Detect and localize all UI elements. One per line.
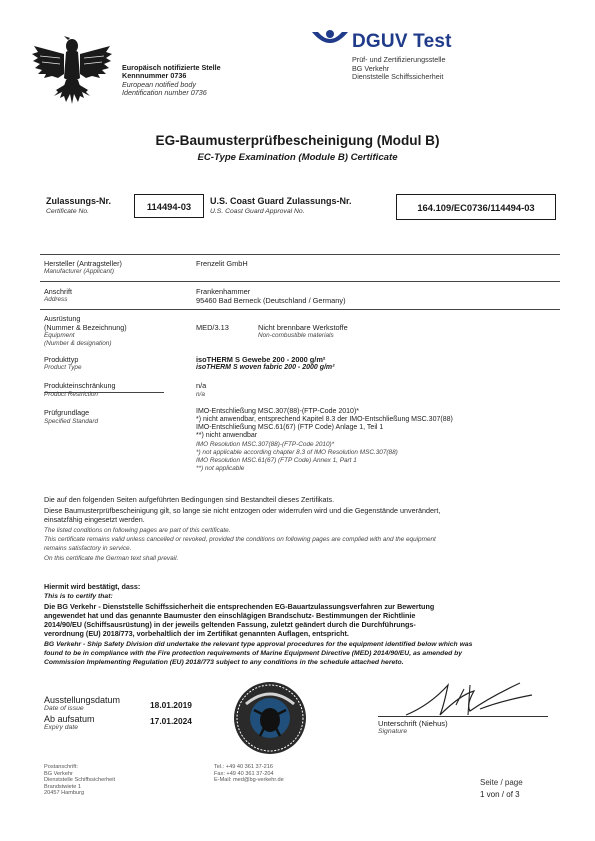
dguv-line2: BG Verkehr: [352, 63, 390, 73]
issue-date-value: 18.01.2019: [150, 700, 192, 710]
standard-label: Prüfgrundlage: [44, 408, 90, 417]
confirm-text: angewendet hat und das genannte Baumuster den einschlägigen Brandschutz- Bestimmungen der Richtlinie: [44, 611, 416, 620]
address-line2: 95460 Bad Berneck (Deutschland / Germany): [196, 296, 346, 305]
standard-line-en: *) not applicable according chapter 8.3 of IMO Resolution MSC.307(88): [196, 449, 398, 456]
standard-line-en: IMO Resolution MSC.61(67) (FTP Code) Annex 1, Part 1: [196, 457, 357, 464]
standard-line: IMO-Entschließung MSC.61(67) (FTP Code) Anlage 1, Teil 1: [196, 424, 384, 431]
cert-no-label-en: Certificate No.: [46, 208, 90, 215]
uscg-no-value: 164.109/EC0736/114494-03: [396, 194, 556, 220]
standard-line-en: IMO Resolution MSC.307(88)-(FTP-Code 2010)*: [196, 441, 335, 448]
official-seal-icon: [232, 680, 308, 756]
confirm-text-en: found to be in compliance with the Fire protection requirements of Marine Equipment Directive (MED) 2014/90/EU, as amended by: [44, 650, 463, 657]
dguv-logo-icon: [310, 28, 350, 52]
cert-no-label: Zulassungs-Nr.: [46, 196, 112, 206]
product-type-label-en: Product Type: [44, 364, 82, 371]
divider: [40, 281, 560, 282]
issue-date-label: Ausstellungsdatum: [44, 695, 121, 705]
document-title: EG-Baumusterprüfbescheinigung (Modul B): [155, 133, 440, 148]
notified-body-de: Europäisch notifizierte Stelle: [122, 63, 221, 72]
condition-en-4: On this certificate the German text shall prevail.: [44, 555, 179, 562]
condition-en-1: The listed conditions on following pages are part of this certificate.: [44, 527, 231, 534]
dguv-line1: Prüf- und Zertifizierungsstelle: [352, 55, 446, 64]
manufacturer-label-en: Manufacturer (Applicant): [44, 268, 114, 275]
dguv-brand: DGUV Test: [352, 31, 452, 52]
address-line1: Frankenhammer: [196, 287, 251, 296]
condition-de-3: einsatzfähig eingesetzt werden.: [44, 515, 145, 524]
address-label-en: Address: [44, 296, 68, 303]
cert-no-value: 114494-03: [134, 194, 204, 218]
divider: [40, 309, 560, 310]
uscg-label: U.S. Coast Guard Zulassungs-Nr.: [210, 196, 352, 206]
expiry-date-value: 17.01.2024: [150, 716, 192, 726]
standard-label-en: Specified Standard: [44, 418, 99, 425]
equipment-label: Ausrüstung: [44, 314, 81, 323]
footer-line: Brandstwiete 1: [44, 783, 82, 790]
footer-line: BG Verkehr: [44, 770, 73, 777]
address-label: Anschrift: [44, 287, 72, 296]
equipment-label-2: (Nummer & Bezeichnung): [44, 323, 127, 332]
condition-de-2: Diese Baumusterprüfbescheinigung gilt, so lange sie nicht entzogen oder widerrufen wird und die Gegenstände unverändert,: [44, 506, 441, 515]
restriction-value-en: n/a: [196, 391, 205, 398]
issue-date-label-en: Date of issue: [44, 705, 84, 712]
id-number-de: Kennnummer 0736: [122, 71, 187, 81]
footer-line: Fax: +49 40 361 37-204: [214, 770, 274, 777]
manufacturer-label: Hersteller (Antragsteller): [44, 259, 122, 268]
dguv-line3: Dienststelle Schiffssicherheit: [352, 72, 444, 82]
condition-en-2: This certificate remains valid unless cancelled or revoked, provided the conditions on following pages are complied with and the equipment: [44, 536, 436, 543]
equipment-desc-en: Non-combustible materials: [258, 332, 334, 339]
condition-de-1: Die auf den folgenden Seiten aufgeführten Bedingungen sind Bestandteil dieses Zertifikats.: [44, 495, 335, 504]
expiry-date-label: Ab aufsatum: [44, 714, 95, 724]
standard-line-en: **) not applicable: [196, 465, 245, 472]
divider: [40, 254, 560, 255]
equipment-desc: Nicht brennbare Werkstoffe: [258, 323, 348, 332]
confirm-heading: Hiermit wird bestätigt, dass:: [44, 582, 141, 591]
footer-line: E-Mail: med@bg-verkehr.de: [214, 777, 284, 784]
expiry-date-label-en: Expiry date: [44, 724, 79, 731]
footer-line: Postanschrift:: [44, 764, 78, 770]
notified-body-en: European notified body: [122, 79, 196, 89]
condition-en-3: remains satisfactory in service.: [44, 545, 132, 552]
equipment-label-en-2: (Number & designation): [44, 340, 112, 347]
standard-line: *) nicht anwendbar, entsprechend Kapitel 8.3 der IMO-Entschließung MSC.307(88): [196, 416, 453, 423]
page-number: 1 von / of 3: [480, 790, 520, 799]
confirm-text: verordnung (EU) 2018/773, vorbehaltlich der im Zertifikat genannten Auflagen, entspricht.: [44, 629, 349, 638]
confirm-text-en: BG Verkehr - Ship Safety Division did undertake the relevant type approval procedures for the equipment identified below which was: [44, 641, 473, 648]
restriction-value: n/a: [196, 381, 207, 390]
federal-eagle-icon: [30, 28, 114, 108]
document-subtitle: EC-Type Examination (Module B) Certificate: [197, 152, 398, 163]
footer-line: Tel.: +49 40 361 37-216: [214, 764, 273, 770]
notified-body-block: [122, 64, 221, 98]
equipment-label-en: Equipment: [44, 332, 75, 339]
footer-contact: [214, 764, 284, 784]
product-type-value: isoTHERM S Gewebe 200 - 2000 g/m²: [196, 355, 326, 364]
restriction-label-en: Product Restriction: [44, 391, 98, 398]
signature-label: Unterschrift (Niehus): [378, 719, 448, 728]
id-number-en: Identification number 0736: [122, 88, 207, 98]
product-type-label: Produkttyp: [44, 355, 79, 364]
confirm-text-en: Commission Implementing Regulation (EU) 2018/773 subject to any conditions in the schedule attached hereto.: [44, 659, 404, 666]
uscg-label-en: U.S. Coast Guard Approval No.: [210, 208, 305, 215]
restriction-label: Produkteinschränkung: [44, 381, 116, 390]
confirm-text: 2014/90/EU (Schiffsausrüstung) in der jeweils geltenden Fassung, zuletzt geändert durch die Durchführungs-: [44, 620, 416, 629]
dguv-subtitle: [352, 56, 445, 82]
footer-line: 20457 Hamburg: [44, 790, 85, 797]
footer-address: [44, 764, 115, 797]
manufacturer-value: Frenzelit GmbH: [196, 259, 248, 268]
standard-line: **) nicht anwendbar: [196, 432, 258, 439]
confirm-heading-en: This is to certify that:: [44, 593, 113, 600]
footer-line: Dienststelle Schiffssicherheit: [44, 777, 116, 784]
equipment-code: MED/3.13: [196, 323, 229, 332]
confirm-text: Die BG Verkehr - Dienststelle Schiffssicherheit die entsprechenden EG-Bauartzulassungsverfahren zur Bewertung: [44, 602, 435, 611]
standard-line: IMO-Entschließung MSC.307(88)-(FTP-Code 2010)*: [196, 408, 360, 415]
signature-label-en: Signature: [378, 728, 408, 735]
page-label: Seite / page: [480, 778, 523, 787]
signature-line: [378, 716, 548, 717]
product-type-value-en: isoTHERM S woven fabric 200 - 2000 g/m²: [196, 364, 335, 371]
